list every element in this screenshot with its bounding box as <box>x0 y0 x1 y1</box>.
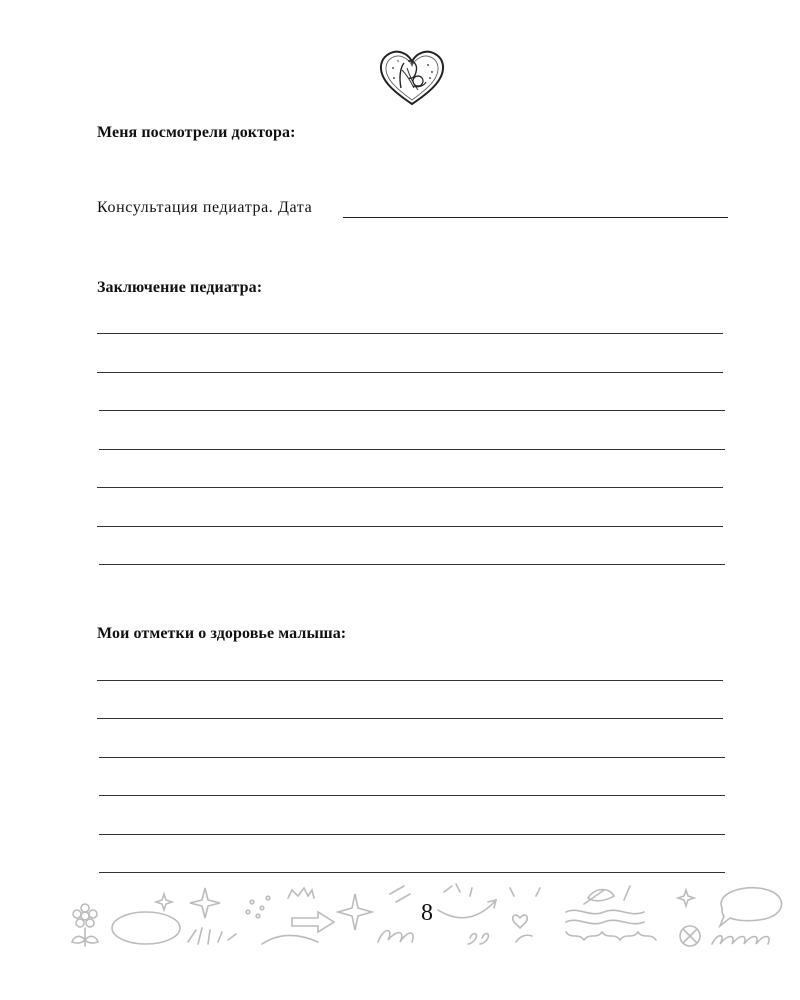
doodle-ornament-strip-icon <box>0 882 800 962</box>
conclusion-writing-line[interactable] <box>97 526 723 527</box>
conclusion-writing-line[interactable] <box>99 410 725 411</box>
health-notes-writing-line[interactable] <box>99 834 725 835</box>
heart-mother-and-baby-icon <box>378 48 446 108</box>
pediatrician-conclusion-title: Заключение педиатра: <box>97 279 263 296</box>
health-notes-writing-line[interactable] <box>99 795 725 796</box>
conclusion-writing-line[interactable] <box>99 564 725 565</box>
consultation-date-label: Консультация педиатра. Дата <box>97 199 313 216</box>
doctors-section-title: Меня посмотрели доктора: <box>97 124 296 141</box>
conclusion-writing-line[interactable] <box>99 449 725 450</box>
health-notes-writing-line[interactable] <box>97 718 723 719</box>
conclusion-writing-line[interactable] <box>97 333 723 334</box>
page-number: 8 <box>421 900 433 926</box>
health-notes-writing-line[interactable] <box>99 872 725 873</box>
conclusion-writing-line[interactable] <box>97 372 723 373</box>
health-notes-writing-line[interactable] <box>97 680 723 681</box>
health-notes-title: Мои отметки о здоровье малыша: <box>97 625 347 642</box>
consultation-date-field-line[interactable] <box>343 217 728 218</box>
conclusion-writing-line[interactable] <box>97 487 723 488</box>
consultation-date-row <box>97 199 730 223</box>
health-notes-writing-line[interactable] <box>99 757 725 758</box>
